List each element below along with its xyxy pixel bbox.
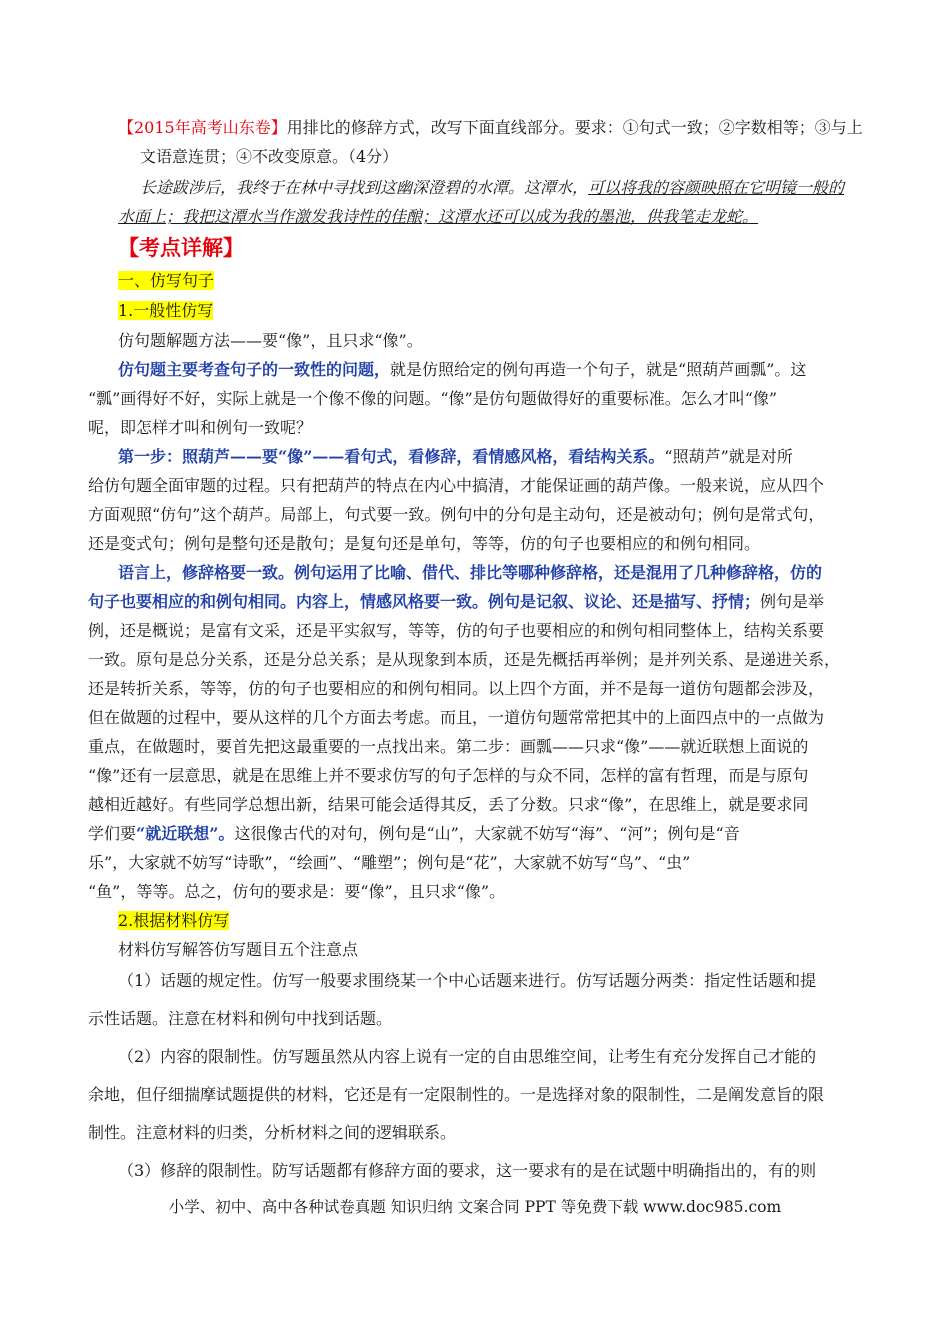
para1-line-1: 仿句题主要考查句子的一致性的问题，就是仿照给定的例句再造一个句子，就是“照葫芦画瓢”。这: [118, 360, 807, 379]
method-line: 仿句题解题方法——要“像”，且只求“像”。: [118, 331, 423, 350]
point2-line-2: 余地，但仔细揣摩试题提供的材料，它还是有一定限制性的。一是选择对象的限制性，二是阐发意旨的限: [88, 1085, 825, 1104]
para3-line-8: “像”还有一层意思，就是在思维上并不要求仿写的句子怎样的与众不同，怎样的富有哲理，而是与原句: [88, 766, 809, 785]
para2-line-3: 方面观照“仿句”这个葫芦。局部上，句式要一致。例句中的分句是主动句，还是被动句；例句是常式句，: [88, 505, 825, 524]
subsection-1-title: 1.一般性仿写: [118, 301, 214, 320]
question-prompt-b: 文语意连贯；④不改变原意。（4分）: [140, 147, 399, 166]
para2-line-4: 还是变式句；例句是整句还是散句；是复句还是单句，等等，仿的句子也要相应的和例句相同。: [88, 534, 761, 553]
point1-line-2: 示性话题。注意在材料和例句中找到话题。: [88, 1009, 393, 1028]
part1-title: 一、仿写句子: [118, 271, 215, 290]
para3-line-10: 学们要“就近联想”。这很像古代的对句，例句是“山”，大家就不妨写“海”、“河”；例句是“音: [88, 824, 740, 843]
point1-line-1: （1）话题的规定性。仿写一般要求围绕某一个中心话题来进行。仿写话题分两类：指定性话题和提: [118, 971, 817, 990]
para3-line-2: 句子也要相应的和例句相同。内容上，情感风格要一致。例句是记叙、议论、还是描写、抒情；例句是举: [88, 592, 825, 611]
para3-line-7: 重点，在做题时，要首先把这最重要的一点找出来。第二步：画瓢——只求“像”——就近联想上面说的: [88, 737, 809, 756]
question-line-1: [118, 113, 878, 142]
para3-line-5: 还是转折关系，等等，仿的句子也要相应的和例句相同。以上四个方面，并不是每一道仿句题都会涉及，: [88, 679, 825, 698]
question-prompt-a: 用排比的修辞方式，改写下面直线部分。要求：①句式一致；②字数相等；③与上: [286, 118, 863, 137]
section-heading: 【考点详解】: [118, 235, 244, 260]
passage-underlined-b: 水面上；我把这潭水当作激发我诗性的佳酿；这潭水还可以成为我的墨池，供我笔走龙蛇。: [118, 207, 759, 226]
point2-line-1: （2）内容的限制性。仿写题虽然从内容上说有一定的自由思维空间，让考生有充分发挥自己才能的: [118, 1047, 817, 1066]
para3-line-6: 但在做题的过程中，要从这样的几个方面去考虑。而且，一道仿句题常常把其中的上面四点中的一点做为: [88, 708, 825, 727]
para1-line-2: “瓢”画得好不好，实际上就是一个像不像的问题。“像”是仿句题做得好的重要标准。怎么才叫“像”: [88, 389, 778, 408]
para3-line-12: “鱼”，等等。总之，仿句的要求是：要“像”，且只求“像”。: [88, 882, 506, 901]
passage-line-1: [140, 173, 880, 202]
passage-underlined-a: 可以将我的容颜映照在它明镜一般的: [588, 178, 845, 197]
passage-plain: 长途跋涉后，我终于在林中寻找到这幽深澄碧的水潭。这潭水，: [140, 178, 589, 197]
subsection-2-title: 2.根据材料仿写: [118, 911, 230, 930]
page-footer: 小学、初中、高中各种试卷真题 知识归纳 文案合同 PPT 等免费下载 www.doc985.com: [168, 1198, 782, 1216]
material-intro: 材料仿写解答仿写题目五个注意点: [118, 940, 359, 959]
para3-line-11: 乐”，大家就不妨写“诗歌”，“绘画”、“雕塑”；例句是“花”，大家就不妨写“鸟”、“虫”: [88, 853, 691, 872]
para3-bold-line-1: 语言上，修辞格要一致。例句运用了比喻、借代、排比等哪种修辞格，还是混用了几种修辞格，仿的: [118, 563, 823, 582]
para2-line-2: 给仿句题全面审题的过程。只有把葫芦的特点在内心中搞清，才能保证画的葫芦像。一般来说，应从四个: [88, 476, 825, 495]
para1-line-3: 呢，即怎样才叫和例句一致呢？: [88, 418, 313, 437]
para2-line-1: 第一步：照葫芦——要“像”——看句式，看修辞，看情感风格，看结构关系。“照葫芦”就是对所: [118, 447, 793, 466]
source-tag: 【2015年高考山东卷】: [118, 118, 287, 137]
para3-line-3: 例，还是概说；是富有文采，还是平实叙写，等等，仿的句子也要相应的和例句相同整体上，结构关系要: [88, 621, 825, 640]
para3-line-4: 一致。原句是总分关系，还是分总关系；是从现象到本质，还是先概括再举例；是并列关系、是递进关系，: [88, 650, 841, 669]
point3-line-1: （3）修辞的限制性。防写话题都有修辞方面的要求，这一要求有的是在试题中明确指出的，有的则: [118, 1161, 817, 1180]
para3-line-9: 越相近越好。有些同学总想出新，结果可能会适得其反，丢了分数。只求“像”，在思维上，就是要求同: [88, 795, 809, 814]
point2-line-3: 制性。注意材料的归类，分析材料之间的逻辑联系。: [88, 1123, 457, 1142]
